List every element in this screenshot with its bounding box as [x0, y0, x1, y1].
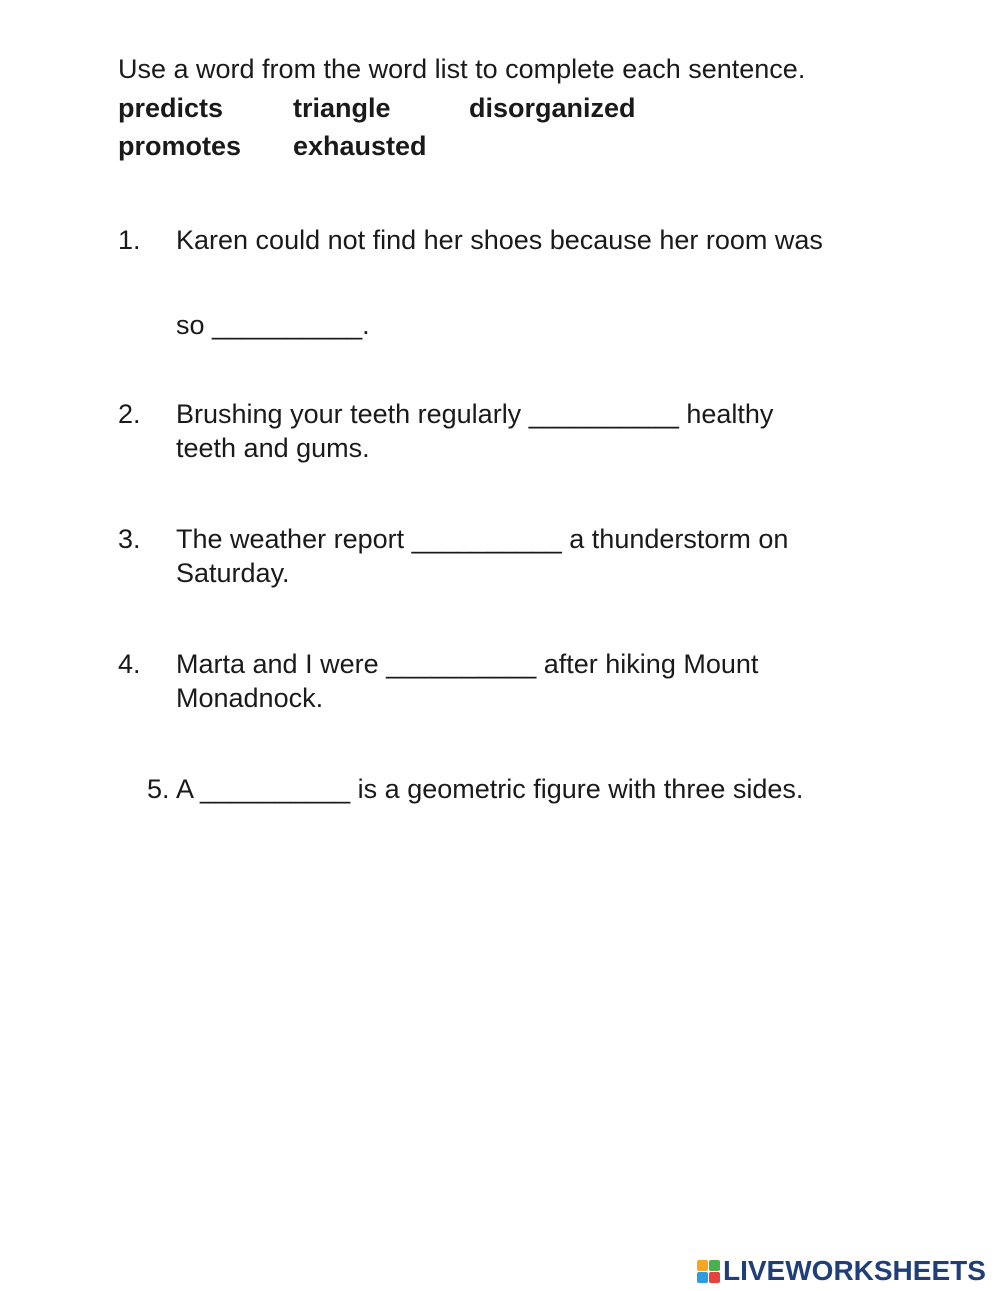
question-3-number: 3.: [118, 524, 141, 554]
question-5-line-1: A __________ is a geometric figure with three sides.: [176, 774, 804, 804]
question-5-number: 5.: [147, 774, 170, 804]
word-exhausted: exhausted: [293, 131, 427, 161]
word-disorganized: disorganized: [469, 93, 636, 123]
liveworksheets-logo: [697, 1254, 986, 1288]
question-1-line-1: Karen could not find her shoes because her room was: [176, 225, 823, 255]
question-2-line-1: Brushing your teeth regularly __________ healthy: [176, 399, 774, 429]
question-2-line-2: teeth and gums.: [176, 433, 370, 463]
word-promotes: promotes: [118, 131, 242, 161]
question-4-line-1: Marta and I were __________ after hiking Mount: [176, 649, 759, 679]
word-triangle: triangle: [293, 93, 391, 123]
question-1-line-2: so __________.: [176, 310, 370, 340]
instructions-text: Use a word from the word list to complete each sentence.: [118, 54, 806, 84]
question-3-line-1: The weather report __________ a thunderstorm on: [176, 524, 789, 554]
word-predicts: predicts: [118, 93, 224, 123]
question-2-number: 2.: [118, 399, 141, 429]
logo-text: LIVEWORKSHEETS: [723, 1255, 986, 1286]
question-4-number: 4.: [118, 649, 141, 679]
question-3-line-2: Saturday.: [176, 558, 290, 588]
question-1-number: 1.: [118, 225, 141, 255]
logo-blocks-icon: [697, 1260, 720, 1283]
question-4-line-2: Monadnock.: [176, 683, 324, 713]
